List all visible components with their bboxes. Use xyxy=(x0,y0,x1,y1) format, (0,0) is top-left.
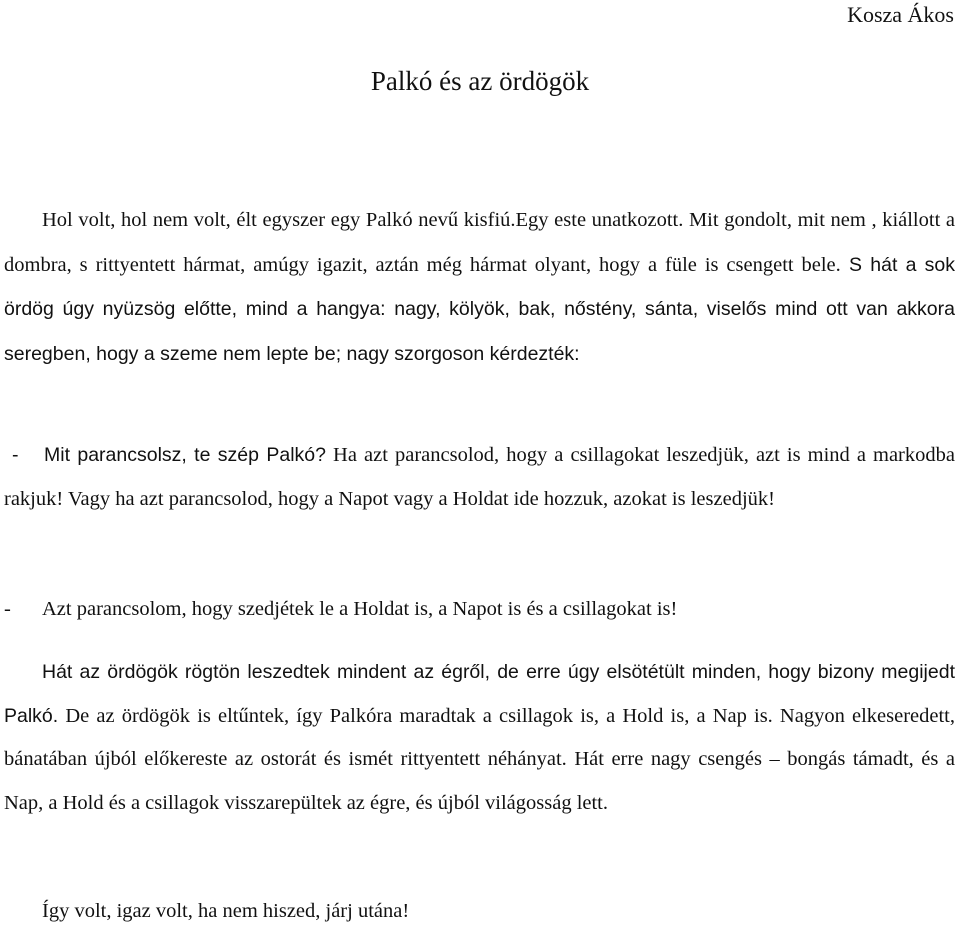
paragraph-1-part-a: Hol volt, hol nem volt, élt egyszer egy Palkó nevű kisfiú.Egy este unatkozott. Mit gondolt, mit nem , kiállott a dombra, s rittyentett hármat, amúgy igazit, aztán még hármat olyant, hogy a füle is csengett bele. xyxy=(4,209,955,276)
paragraph-4-part-a: Hát az ördögök rögtön leszedtek mindent az égről, de erre úgy elsötétült minden, hogy bizony megijedt Palkó. xyxy=(4,661,955,727)
author-name: Kosza Ákos xyxy=(847,2,954,27)
closing-line-text: Így volt, igaz volt, ha nem hiszed, járj utána! xyxy=(42,900,410,922)
paragraph-2-part-b: Ha azt parancsolod, hogy a csillagokat leszedjük, azt is mind a markodba rakjuk! Vagy ha azt parancsolod, hogy a Napot vagy a Holdat ide hozzuk, azokat is leszedjük! xyxy=(4,444,955,510)
dialogue-dash: - xyxy=(12,444,19,466)
dialogue-dash: - xyxy=(4,598,11,620)
paragraph-2-dialogue xyxy=(4,434,955,521)
paragraph-1 xyxy=(4,198,955,376)
closing-line xyxy=(4,891,955,931)
page-title: Palkó és az ördögök xyxy=(370,66,590,96)
paragraph-3-dialogue xyxy=(4,589,955,629)
paragraph-2-part-a: Mit parancsolsz, te szép Palkó? xyxy=(44,444,326,466)
paragraph-1-part-b: S hát a sok ördög úgy nyüzsög előtte, mind a hangya: nagy, kölyök, bak, nőstény, sánta, viselős mind ott van akkora seregben, hogy a szeme nem lepte be; nagy szorgoson kérdezték: xyxy=(4,253,955,365)
paragraph-3-text: Azt parancsolom, hogy szedjétek le a Holdat is, a Napot is és a csillagokat is! xyxy=(42,598,678,620)
paragraph-4 xyxy=(4,651,955,825)
paragraph-4-part-b: De az ördögök is eltűntek, így Palkóra maradtak a csillagok is, a Hold is, a Nap is. Nagyon elkeseredett, bánatában újból előkereste az ostorát és ismét rittyentett néhányat. Hát erre nagy csengés – bongás támadt, és a Nap, a Hold és a csillagok visszarepültek az égre, és újból világosság lett. xyxy=(4,704,955,814)
